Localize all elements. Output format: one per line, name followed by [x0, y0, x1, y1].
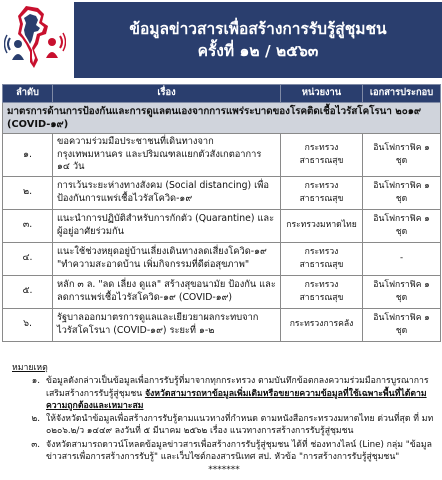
row-agency: กระทรวงมหาดไทย — [281, 209, 363, 242]
row-document: อินโฟกราฟิค ๑ ชุด — [363, 308, 441, 341]
page-subtitle: ครั้งที่ ๑๒ / ๒๕๖๓ — [197, 42, 319, 60]
row-document: อินโฟกราฟิค ๑ ชุด — [363, 134, 441, 177]
remark-item — [12, 413, 436, 438]
thailand-people-logo-icon — [4, 4, 66, 70]
remark-number: ๑. — [31, 376, 40, 387]
section-row — [3, 103, 441, 134]
remarks-title: หมายเหตุ — [12, 363, 48, 373]
row-agency: กระทรวงสาธารณสุข — [281, 134, 363, 177]
page-title: ข้อมูลข่าวสารเพื่อสร้างการรับรู้สู่ชุมชน — [129, 20, 387, 38]
row-topic: การเว้นระยะห่างทางสังคม (Social distancing) เพื่อป้องกันการแพร่เชื้อไวรัสโควิด-๑๙ — [53, 176, 281, 209]
row-agency: กระทรวงสาธารณสุข — [281, 275, 363, 308]
row-number: ๖. — [3, 308, 53, 341]
row-document: อินโฟกราฟิค ๑ ชุด — [363, 176, 441, 209]
table-row — [3, 134, 441, 177]
remark-number: ๒. — [31, 414, 40, 425]
row-number: ๕. — [3, 275, 53, 308]
row-topic: ขอความร่วมมือประชาชนที่เดินทางจากกรุงเทพมหานคร และปริมณฑลแยกตัวสังเกตอาการ ๑๔ วัน — [53, 134, 281, 177]
section-title: มาตรการด้านการป้องกันและการดูแลตนเองจากการแพร่ระบาดของโรคติดเชื้อไวรัสโคโรนา ๒๐๑๙ (COVID-๑๙) — [3, 103, 441, 134]
row-topic: แนะใช้ช่วงหยุดอยู่บ้านเลี่ยงเดินทางลดเสี่ยงโควิด-๑๙ "ทำความสะอาดบ้าน เพิ่มกิจกรรมที่ดีต่อสุขภาพ" — [53, 242, 281, 275]
remark-text — [46, 375, 436, 412]
row-number: ๓. — [3, 209, 53, 242]
table-row — [3, 176, 441, 209]
remark-item — [12, 375, 436, 412]
col-header-agency: หน่วยงาน — [281, 85, 363, 103]
remark-number: ๓. — [31, 439, 40, 450]
news-table — [2, 84, 441, 342]
row-topic: แนะนำการปฏิบัติสำหรับการกักตัว (Quarantine) และ ผู้อยู่อาศัยร่วมกัน — [53, 209, 281, 242]
remark-text: ให้จังหวัดนำข้อมูลเพื่อสร้างการรับรู้ตามแนวทางที่กำหนด ตามหนังสือกระทรวงมหาดไทย ด่วนที่สุด ที่ มท ๐๒๐๖.๒/ว ๑๔๔๙ ลงวันที่ ๕ มีนาคม ๒๕๖๒ เรื่อง แนวทางการสร้างการรับรู้สู่ชุมชน — [46, 414, 434, 437]
row-document: อินโฟกราฟิค ๑ ชุด — [363, 209, 441, 242]
row-document: - — [363, 242, 441, 275]
title-banner — [74, 2, 442, 78]
col-header-number: ลำดับ — [3, 85, 53, 103]
remark-body: ข้อมูลดังกล่าวเป็นข้อมูลเพื่อการรับรู้ที่มาจากทุกกระทรวง ตามบันทึกข้อตกลงความร่วมมือการบูรณาการเสริมสร้างการรับรู้สู่ชุมชน — [46, 376, 429, 399]
remarks — [12, 362, 436, 477]
row-topic: รัฐบาลออกมาตรการดูแลและเยียวยาผลกระทบจาก ไวรัสโคโรนา (COVID-๑๙) ระยะที่ ๑-๒ — [53, 308, 281, 341]
table-row — [3, 275, 441, 308]
col-header-topic: เรื่อง — [53, 85, 281, 103]
row-number: ๒. — [3, 176, 53, 209]
table-row — [3, 308, 441, 341]
row-agency: กระทรวงสาธารณสุข — [281, 242, 363, 275]
row-document: อินโฟกราฟิค ๑ ชุด — [363, 275, 441, 308]
remark-text: จังหวัดสามารถดาวน์โหลดข้อมูลข่าวสารเพื่อสร้างการรับรู้สู่ชุมชน ได้ที่ ช่องทางไลน์ (Line) กลุ่ม "ข้อมูลข่าวสารเพื่อการสร้างการรับรู้" และเว็บไซต์กองสารนิเทศ สป. หัวข้อ "การสร้างการรับรู้สู่ชุมชน" — [46, 439, 432, 463]
row-number: ๑. — [3, 134, 53, 177]
row-number: ๔. — [3, 242, 53, 275]
row-topic: หลัก ๓ ล. "ลด เลี่ยง ดูแล" สร้างสุขอนามัย ป้องกัน และลดการแพร่เชื้อไวรัสโควิด-๑๙ (COVID-๑๙) — [53, 275, 281, 308]
row-agency: กระทรวงสาธารณสุข — [281, 176, 363, 209]
remark-emphasis: จังหวัดสามารถหาข้อมูลเพิ่มเติมหรือขยายความข้อมูลที่ใช้เฉพาะพื้นที่ได้ตามความถูกต้องและเหมาะสม — [46, 388, 427, 411]
header — [0, 0, 442, 84]
row-agency: กระทรวงการคลัง — [281, 308, 363, 341]
table-row — [3, 209, 441, 242]
col-header-document: เอกสารประกอบ — [363, 85, 441, 103]
end-marker: ******* — [208, 465, 240, 476]
table-row — [3, 242, 441, 275]
table-header-row — [3, 85, 441, 103]
remark-item — [12, 439, 436, 464]
